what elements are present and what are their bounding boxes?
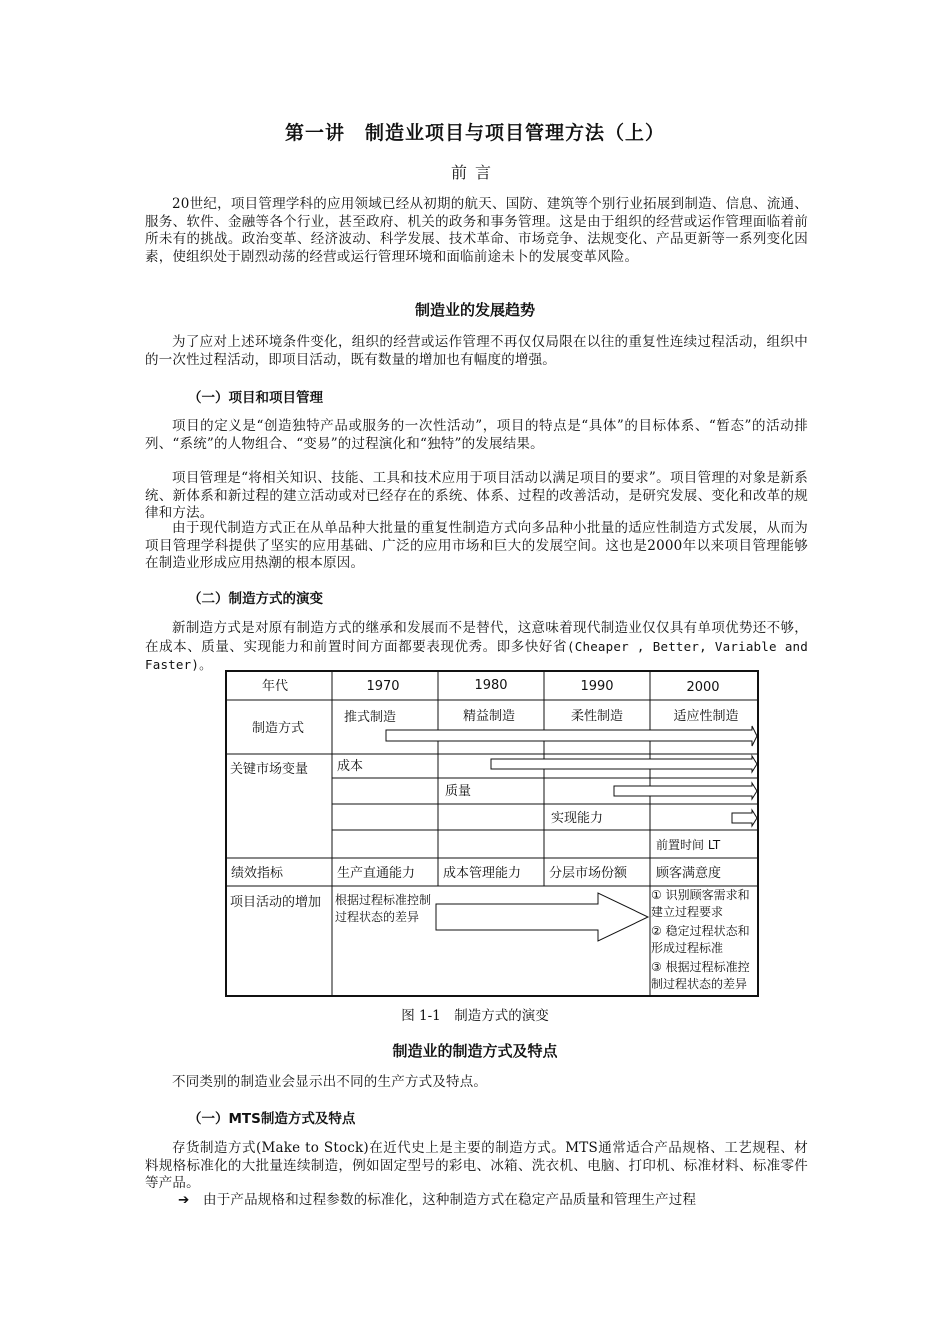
proj-right-line5: ③ 根据过程标准控	[651, 960, 750, 974]
proj-right-line4: 形成过程标准	[651, 941, 724, 955]
row-proj-label: 项目活动的增加	[230, 895, 322, 910]
header-year-label: 年代	[261, 679, 289, 694]
figure-caption: 图 1-1 制造方式的演变	[401, 1008, 549, 1024]
proj-arrow	[436, 893, 648, 941]
header-1970: 1970	[366, 679, 400, 694]
row-market-label: 关键市场变量	[230, 762, 309, 777]
market-leadtime: 前置时间 LT	[656, 838, 721, 852]
sub2-paragraph	[145, 620, 808, 675]
section1-heading: 制造业的发展趋势	[414, 301, 535, 319]
sub3-bullet-text: 由于产品规格和过程参数的标准化，这种制造方式在稳定产品质量和管理生产过程	[203, 1192, 697, 1208]
sub2-heading: （二）制造方式的演变	[188, 591, 323, 607]
proj-right-line2: 建立过程要求	[651, 905, 724, 919]
method-push: 推式制造	[343, 710, 397, 725]
market-quality: 质量	[445, 784, 472, 799]
section2-heading: 制造业的制造方式及特点	[392, 1042, 558, 1060]
row-method-label: 制造方式	[251, 721, 305, 736]
sub2-paragraph-text: 新制造方式是对原有制造方式的继承和发展而不是替代，这意味着现代制造业仅仅具有单项优势还不够，在成本、质量、实现能力和前置时间方面都要表现优秀。即多快好省	[145, 620, 808, 655]
sub1-paragraph-1: 项目的定义是“创造独特产品或服务的一次性活动”，项目的特点是“具体”的目标体系、“暂态”的活动排列、“系统”的人物组合、“变易”的过程演化和“独特”的发展结果。	[145, 418, 808, 452]
perf-satisfaction: 顾客满意度	[656, 866, 722, 881]
market-arrow-quality	[614, 783, 757, 799]
perf-share: 分层市场份额	[549, 866, 628, 881]
perf-cost: 成本管理能力	[443, 866, 522, 881]
proj-right-line3: ② 稳定过程状态和	[651, 924, 750, 938]
proj-right-line1: ① 识别顾客需求和	[651, 888, 750, 902]
sub2-paragraph-english: (Cheaper , Better, Variable and Faster)。	[145, 638, 808, 672]
proj-right-line6: 制过程状态的差异	[651, 977, 748, 991]
preface-heading: 前言	[450, 163, 499, 182]
market-arrow-cost	[491, 756, 757, 772]
method-adaptive: 适应性制造	[673, 709, 739, 724]
sub3-paragraph: 存货制造方式(Make to Stock)在近代史上是主要的制造方式。MTS通常适合产品规格、工艺规程、材料规格标准化的大批量连续制造，例如固定型号的彩电、冰箱、洗衣机、电脑、打印机、标准材料、标准零件等产品。	[145, 1140, 808, 1191]
row-perf-label: 绩效指标	[231, 866, 284, 881]
sub1-paragraph-2: 项目管理是“将相关知识、技能、工具和技术应用于项目活动以满足项目的要求”。项目管理的对象是新系统、新体系和新过程的建立活动或对已经存在的系统、体系、过程的改善活动，是研究发展、变化和改革的规律和方法。	[145, 470, 808, 521]
sub3-heading: （一）MTS制造方式及特点	[188, 1111, 356, 1127]
perf-throughput: 生产直通能力	[337, 866, 416, 881]
header-1990: 1990	[580, 679, 614, 694]
market-capability: 实现能力	[551, 811, 604, 826]
sub1-paragraph-3: 由于现代制造方式正在从单品种大批量的重复性制造方式向多品种小批量的适应性制造方式发展，从而为项目管理学科提供了坚实的应用基础、广泛的应用市场和巨大的发展空间。这也是2000年以来项目管理能够在制造业形成应用热潮的根本原因。	[145, 520, 808, 571]
method-lean: 精益制造	[462, 709, 516, 724]
intro-paragraph: 20世纪，项目管理学科的应用领域已经从初期的航天、国防、建筑等个别行业拓展到制造、信息、流通、服务、软件、金融等各个行业，甚至政府、机关的政务和事务管理。这是由于组织的经营或运作管理面临着前所未有的挑战。政治变革、经济波动、科学发展、技术革命、市场竞争、法规变化、产品更新等一系列变化因素，使组织处于剧烈动荡的经营或运行管理环境和面临前途未卜的发展变革风险。	[145, 196, 808, 265]
proj-left-line1: 根据过程标准控制	[335, 893, 432, 907]
market-arrow-capability	[732, 810, 757, 826]
manufacturing-evolution-figure	[225, 670, 760, 998]
market-cost: 成本	[337, 759, 364, 774]
header-2000: 2000	[686, 680, 720, 695]
proj-left-line2: 过程状态的差异	[335, 910, 420, 924]
section1-paragraph: 为了应对上述环境条件变化，组织的经营或运作管理不再仅仅局限在以往的重复性连续过程活动，组织中的一次性过程活动，即项目活动，既有数量的增加也有幅度的增强。	[145, 334, 808, 368]
sub1-heading: （一）项目和项目管理	[188, 390, 323, 406]
section2-paragraph: 不同类别的制造业会显示出不同的生产方式及特点。	[172, 1074, 488, 1090]
arrow-bullet-icon: ➔	[178, 1192, 190, 1208]
method-flexible: 柔性制造	[570, 709, 624, 724]
header-1980: 1980	[474, 678, 508, 693]
method-arrow	[386, 726, 757, 746]
page-title: 第一讲 制造业项目与项目管理方法（上）	[284, 122, 665, 144]
